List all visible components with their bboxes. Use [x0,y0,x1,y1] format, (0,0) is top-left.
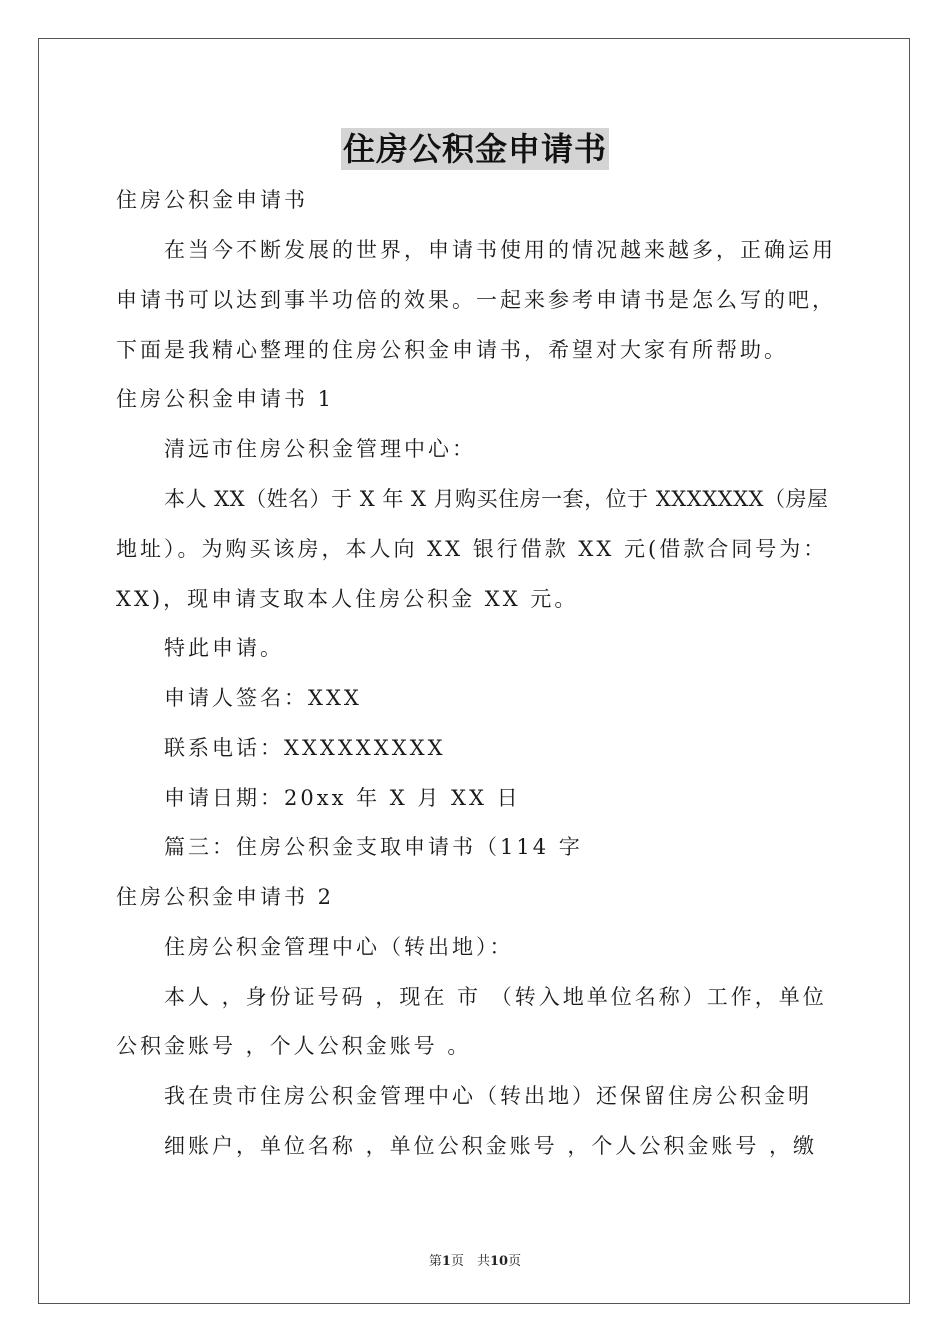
date-line: 申请日期：20xx 年 X 月 XX 日 [164,786,521,810]
paragraph-line: XX)，现申请支取本人住房公积金 XX 元。 [116,587,579,611]
subtitle-line: 住房公积金申请书 [116,188,308,212]
signature-line: 申请人签名：XXX [164,686,362,710]
paragraph-line: 地址）。为购买该房，本人向 XX 银行借款 XX 元(借款合同号为： [116,537,828,561]
paragraph-line: 特此申请。 [164,636,284,660]
paragraph-line: 在当今不断发展的世界，申请书使用的情况越来越多，正确运用 [164,238,836,262]
phone-line: 联系电话：XXXXXXXXX [164,736,446,760]
paragraph-line: 申请书可以达到事半功倍的效果。一起来参考申请书是怎么写的吧， [116,288,836,312]
paragraph-line: 本人 XX（姓名）于 X 年 X 月购买住房一套，位于 XXXXXXX（房屋 [164,487,829,511]
section-heading: 住房公积金申请书 1 [116,387,335,411]
footer-prefix: 第 [428,1254,442,1269]
document-title: 住房公积金申请书 [342,130,607,168]
title-container [0,128,950,170]
paragraph-line: 公积金账号 ，个人公积金账号 。 [116,1034,472,1058]
footer-total-pages: 10 [489,1254,509,1269]
paragraph-line: 篇三：住房公积金支取申请书（114 字 [164,835,583,859]
paragraph-line: 清远市住房公积金管理中心： [164,437,476,461]
footer-mid: 页 共 [450,1254,490,1269]
paragraph-line: 住房公积金管理中心（转出地）： [164,935,514,959]
paragraph-line: 下面是我精心整理的住房公积金申请书，希望对大家有所帮助。 [116,338,788,362]
paragraph-line: 细账户，单位名称 ，单位公积金账号 ，个人公积金账号 ，缴 [164,1134,818,1158]
footer-current-page: 1 [441,1254,451,1269]
page-border [38,38,910,1304]
footer-suffix: 页 [508,1254,522,1269]
page-footer [0,1250,950,1269]
section-heading: 住房公积金申请书 2 [116,885,335,909]
paragraph-line: 本人 ，身份证号码 ，现在 市 （转入地单位名称）工作，单位 [164,985,827,1009]
paragraph-line: 我在贵市住房公积金管理中心（转出地）还保留住房公积金明 [164,1084,812,1108]
